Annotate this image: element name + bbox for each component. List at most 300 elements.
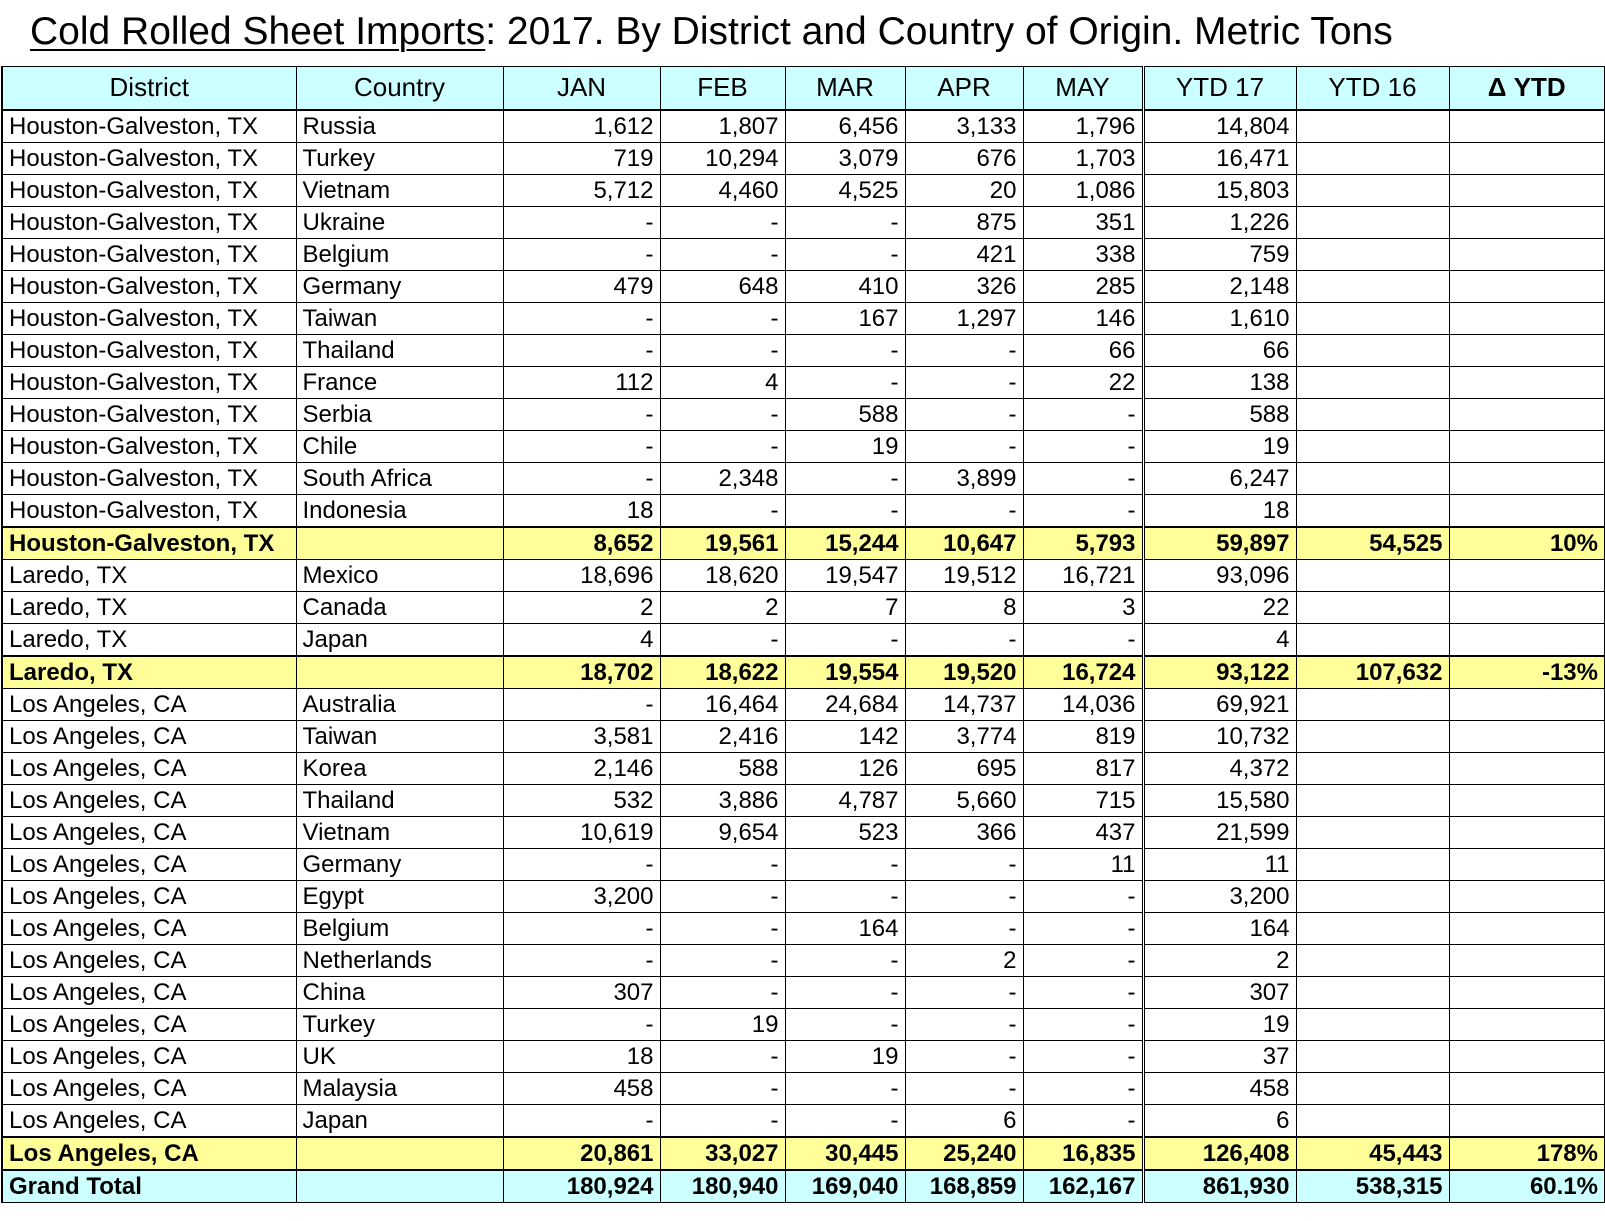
cell-country: Japan [296,1104,503,1137]
cell-apr: - [905,366,1023,398]
cell-may: - [1023,976,1143,1008]
cell-district: Los Angeles, CA [2,1008,296,1040]
cell-feb: 1,807 [660,110,785,143]
cell-mar: - [785,848,905,880]
cell-feb: - [660,912,785,944]
cell-delta-ytd [1449,976,1605,1008]
cell-ytd17: 11 [1143,848,1296,880]
cell-feb: 648 [660,270,785,302]
cell-ytd17: 164 [1143,912,1296,944]
cell-apr: - [905,1072,1023,1104]
cell-feb: - [660,398,785,430]
cell-ytd16 [1296,398,1449,430]
cell-jan: 3,581 [503,720,660,752]
table-row [2,174,1605,206]
cell-may: 14,036 [1023,688,1143,720]
cell-mar: 164 [785,912,905,944]
table-row [2,302,1605,334]
cell-feb: 9,654 [660,816,785,848]
cell-delta-ytd: 10% [1449,527,1605,560]
cell-may: - [1023,880,1143,912]
cell-ytd17: 18 [1143,494,1296,527]
cell-feb: 3,886 [660,784,785,816]
cell-country: China [296,976,503,1008]
cell-jan: - [503,1008,660,1040]
cell-apr: 3,774 [905,720,1023,752]
cell-apr: - [905,880,1023,912]
cell-mar: 30,445 [785,1137,905,1170]
cell-ytd16 [1296,688,1449,720]
cell-feb: 10,294 [660,142,785,174]
page-title [30,6,1393,58]
cell-ytd16 [1296,559,1449,591]
cell-ytd16 [1296,302,1449,334]
cell-ytd16: 107,632 [1296,656,1449,689]
cell-district: Los Angeles, CA [2,816,296,848]
cell-delta-ytd: 60.1% [1449,1170,1605,1203]
cell-district: Los Angeles, CA [2,1072,296,1104]
cell-jan: 180,924 [503,1170,660,1203]
cell-jan: 18,696 [503,559,660,591]
cell-may: 16,724 [1023,656,1143,689]
cell-district: Houston-Galveston, TX [2,334,296,366]
cell-apr: - [905,494,1023,527]
cell-ytd16: 538,315 [1296,1170,1449,1203]
cell-mar: 24,684 [785,688,905,720]
cell-apr: - [905,976,1023,1008]
cell-jan: - [503,912,660,944]
cell-feb: 16,464 [660,688,785,720]
cell-ytd17: 15,803 [1143,174,1296,206]
cell-ytd16 [1296,1072,1449,1104]
cell-feb: - [660,1072,785,1104]
cell-delta-ytd [1449,784,1605,816]
cell-delta-ytd [1449,334,1605,366]
cell-feb: 18,620 [660,559,785,591]
cell-jan: 1,612 [503,110,660,143]
cell-feb: - [660,334,785,366]
cell-feb: - [660,944,785,976]
cell-mar: 142 [785,720,905,752]
cell-may: 351 [1023,206,1143,238]
cell-district: Houston-Galveston, TX [2,110,296,143]
cell-jan: 8,652 [503,527,660,560]
cell-district: Laredo, TX [2,623,296,656]
cell-district: Houston-Galveston, TX [2,270,296,302]
cell-feb: 33,027 [660,1137,785,1170]
cell-delta-ytd: -13% [1449,656,1605,689]
table-row [2,334,1605,366]
cell-ytd17: 759 [1143,238,1296,270]
cell-may: 285 [1023,270,1143,302]
cell-country: Taiwan [296,302,503,334]
cell-may: - [1023,462,1143,494]
cell-may: - [1023,1104,1143,1137]
subtotal-row [2,656,1605,689]
cell-feb: - [660,302,785,334]
cell-jan: 10,619 [503,816,660,848]
col-header-delta-ytd: Δ YTD [1449,67,1605,110]
table-row [2,688,1605,720]
cell-district: Houston-Galveston, TX [2,174,296,206]
cell-apr: 875 [905,206,1023,238]
cell-district: Laredo, TX [2,656,296,689]
cell-mar: - [785,462,905,494]
cell-may: 817 [1023,752,1143,784]
cell-may: - [1023,494,1143,527]
subtotal-row [2,1137,1605,1170]
cell-country: Belgium [296,238,503,270]
cell-apr: - [905,912,1023,944]
col-header-ytd16: YTD 16 [1296,67,1449,110]
cell-mar: 4,525 [785,174,905,206]
cell-ytd17: 93,096 [1143,559,1296,591]
cell-ytd17: 861,930 [1143,1170,1296,1203]
cell-may: 715 [1023,784,1143,816]
table-row [2,142,1605,174]
cell-district: Los Angeles, CA [2,784,296,816]
cell-district: Houston-Galveston, TX [2,430,296,462]
cell-delta-ytd [1449,752,1605,784]
cell-jan: - [503,430,660,462]
cell-apr: 2 [905,944,1023,976]
cell-may: 22 [1023,366,1143,398]
cell-apr: 3,899 [905,462,1023,494]
cell-mar: 15,244 [785,527,905,560]
cell-country: Malaysia [296,1072,503,1104]
cell-jan: - [503,238,660,270]
cell-ytd16 [1296,752,1449,784]
cell-jan: - [503,848,660,880]
cell-may: - [1023,944,1143,976]
cell-ytd16 [1296,238,1449,270]
cell-delta-ytd [1449,462,1605,494]
cell-feb: - [660,206,785,238]
cell-ytd16 [1296,334,1449,366]
cell-ytd16 [1296,944,1449,976]
cell-feb: 4 [660,366,785,398]
cell-ytd16 [1296,142,1449,174]
cell-district: Houston-Galveston, TX [2,238,296,270]
cell-may: 16,835 [1023,1137,1143,1170]
cell-district: Los Angeles, CA [2,944,296,976]
cell-country: Indonesia [296,494,503,527]
cell-ytd17: 307 [1143,976,1296,1008]
cell-ytd17: 588 [1143,398,1296,430]
cell-ytd17: 2 [1143,944,1296,976]
cell-mar: - [785,238,905,270]
cell-may: - [1023,912,1143,944]
cell-delta-ytd [1449,688,1605,720]
cell-delta-ytd [1449,302,1605,334]
cell-country: France [296,366,503,398]
cell-mar: 126 [785,752,905,784]
cell-delta-ytd [1449,559,1605,591]
cell-may: 1,703 [1023,142,1143,174]
cell-country [296,656,503,689]
cell-jan: 4 [503,623,660,656]
cell-apr: 14,737 [905,688,1023,720]
cell-mar: 19 [785,1040,905,1072]
cell-district: Los Angeles, CA [2,688,296,720]
cell-feb: 18,622 [660,656,785,689]
cell-jan: 3,200 [503,880,660,912]
cell-jan: - [503,398,660,430]
cell-may: 1,086 [1023,174,1143,206]
cell-delta-ytd [1449,816,1605,848]
cell-feb: - [660,494,785,527]
cell-country: Thailand [296,784,503,816]
table-row [2,848,1605,880]
cell-delta-ytd [1449,912,1605,944]
cell-district: Houston-Galveston, TX [2,302,296,334]
cell-ytd17: 69,921 [1143,688,1296,720]
cell-ytd17: 93,122 [1143,656,1296,689]
cell-apr: 8 [905,591,1023,623]
cell-apr: - [905,398,1023,430]
table-row [2,623,1605,656]
cell-ytd16 [1296,848,1449,880]
cell-mar: - [785,206,905,238]
cell-may: - [1023,1008,1143,1040]
cell-district: Houston-Galveston, TX [2,494,296,527]
cell-may: 11 [1023,848,1143,880]
cell-country: Germany [296,848,503,880]
cell-apr: 5,660 [905,784,1023,816]
cell-ytd16 [1296,720,1449,752]
cell-jan: - [503,462,660,494]
cell-may: 146 [1023,302,1143,334]
cell-ytd16 [1296,110,1449,143]
cell-district: Los Angeles, CA [2,848,296,880]
table-body [2,110,1605,1203]
cell-feb: 180,940 [660,1170,785,1203]
cell-ytd17: 10,732 [1143,720,1296,752]
grand-total-row [2,1170,1605,1203]
cell-country: Taiwan [296,720,503,752]
table-row [2,1104,1605,1137]
cell-delta-ytd [1449,944,1605,976]
cell-country: Vietnam [296,816,503,848]
cell-jan: 2,146 [503,752,660,784]
cell-may: - [1023,623,1143,656]
table-row [2,720,1605,752]
cell-jan: - [503,206,660,238]
cell-apr: - [905,430,1023,462]
cell-country: Korea [296,752,503,784]
cell-mar: 588 [785,398,905,430]
cell-country: Vietnam [296,174,503,206]
col-header-jan: JAN [503,67,660,110]
cell-ytd17: 19 [1143,430,1296,462]
cell-apr: 20 [905,174,1023,206]
cell-ytd17: 6 [1143,1104,1296,1137]
cell-delta-ytd [1449,238,1605,270]
cell-jan: 479 [503,270,660,302]
cell-country: Germany [296,270,503,302]
cell-country [296,527,503,560]
cell-may: 1,796 [1023,110,1143,143]
col-header-country: Country [296,67,503,110]
cell-ytd17: 4,372 [1143,752,1296,784]
cell-district: Laredo, TX [2,591,296,623]
cell-district: Houston-Galveston, TX [2,398,296,430]
cell-apr: 366 [905,816,1023,848]
cell-delta-ytd [1449,430,1605,462]
cell-jan: 2 [503,591,660,623]
cell-jan: 532 [503,784,660,816]
col-header-feb: FEB [660,67,785,110]
cell-delta-ytd [1449,591,1605,623]
cell-apr: 6 [905,1104,1023,1137]
cell-delta-ytd [1449,142,1605,174]
cell-ytd16 [1296,1008,1449,1040]
cell-apr: 19,512 [905,559,1023,591]
title-underlined: Cold Rolled Sheet Imports [30,10,486,53]
cell-may: 66 [1023,334,1143,366]
cell-country: Canada [296,591,503,623]
cell-delta-ytd [1449,1104,1605,1137]
col-header-apr: APR [905,67,1023,110]
cell-district: Houston-Galveston, TX [2,206,296,238]
cell-ytd17: 2,148 [1143,270,1296,302]
cell-apr: - [905,1008,1023,1040]
cell-apr: 421 [905,238,1023,270]
cell-district: Houston-Galveston, TX [2,527,296,560]
cell-delta-ytd [1449,206,1605,238]
cell-delta-ytd [1449,110,1605,143]
cell-apr: 326 [905,270,1023,302]
table-row [2,206,1605,238]
table-row [2,398,1605,430]
table-row [2,880,1605,912]
cell-may: - [1023,430,1143,462]
table-row [2,110,1605,143]
cell-feb: - [660,848,785,880]
cell-feb: 4,460 [660,174,785,206]
cell-district: Los Angeles, CA [2,912,296,944]
cell-apr: - [905,848,1023,880]
table-row [2,559,1605,591]
cell-district: Los Angeles, CA [2,720,296,752]
cell-apr: - [905,623,1023,656]
cell-feb: 19 [660,1008,785,1040]
cell-feb: 19,561 [660,527,785,560]
cell-may: 338 [1023,238,1143,270]
cell-country: Serbia [296,398,503,430]
cell-country: Belgium [296,912,503,944]
cell-ytd16 [1296,174,1449,206]
cell-mar: - [785,623,905,656]
cell-district: Houston-Galveston, TX [2,142,296,174]
cell-ytd16 [1296,976,1449,1008]
cell-delta-ytd: 178% [1449,1137,1605,1170]
cell-jan: - [503,334,660,366]
cell-mar: - [785,334,905,366]
cell-delta-ytd [1449,720,1605,752]
col-header-mar: MAR [785,67,905,110]
cell-ytd16 [1296,270,1449,302]
cell-feb: - [660,1040,785,1072]
cell-feb: - [660,623,785,656]
cell-may: 819 [1023,720,1143,752]
col-header-ytd17: YTD 17 [1143,67,1296,110]
cell-jan: 719 [503,142,660,174]
cell-jan: - [503,944,660,976]
cell-ytd16 [1296,880,1449,912]
cell-district: Los Angeles, CA [2,976,296,1008]
cell-district: Grand Total [2,1170,296,1203]
cell-ytd17: 138 [1143,366,1296,398]
cell-ytd17: 37 [1143,1040,1296,1072]
cell-mar: - [785,1072,905,1104]
cell-ytd17: 1,610 [1143,302,1296,334]
cell-ytd16 [1296,816,1449,848]
cell-country: Russia [296,110,503,143]
cell-feb: 2,416 [660,720,785,752]
cell-apr: 695 [905,752,1023,784]
imports-table [1,66,1605,1203]
cell-may: 3 [1023,591,1143,623]
cell-ytd16 [1296,494,1449,527]
table-row [2,270,1605,302]
cell-delta-ytd [1449,398,1605,430]
cell-delta-ytd [1449,1040,1605,1072]
cell-mar: - [785,880,905,912]
cell-jan: - [503,1104,660,1137]
cell-ytd17: 458 [1143,1072,1296,1104]
cell-delta-ytd [1449,174,1605,206]
cell-feb: - [660,880,785,912]
cell-district: Los Angeles, CA [2,1104,296,1137]
cell-may: - [1023,1040,1143,1072]
cell-apr: 19,520 [905,656,1023,689]
table-row [2,976,1605,1008]
cell-ytd17: 22 [1143,591,1296,623]
cell-feb: 588 [660,752,785,784]
cell-apr: 676 [905,142,1023,174]
cell-delta-ytd [1449,494,1605,527]
table-row [2,944,1605,976]
table-row [2,462,1605,494]
table-row [2,1040,1605,1072]
cell-jan: 18,702 [503,656,660,689]
cell-may: 162,167 [1023,1170,1143,1203]
cell-delta-ytd [1449,366,1605,398]
cell-delta-ytd [1449,270,1605,302]
cell-delta-ytd [1449,848,1605,880]
cell-jan: - [503,302,660,334]
cell-mar: 410 [785,270,905,302]
cell-ytd17: 4 [1143,623,1296,656]
cell-country: Chile [296,430,503,462]
cell-country: Egypt [296,880,503,912]
cell-ytd16 [1296,784,1449,816]
cell-district: Laredo, TX [2,559,296,591]
subtotal-row [2,527,1605,560]
cell-district: Los Angeles, CA [2,1137,296,1170]
cell-ytd17: 1,226 [1143,206,1296,238]
header-row [2,67,1605,110]
cell-district: Houston-Galveston, TX [2,462,296,494]
cell-apr: 3,133 [905,110,1023,143]
title-rest: : 2017. By District and Country of Origin. Metric Tons [485,10,1393,53]
cell-apr: 25,240 [905,1137,1023,1170]
cell-mar: - [785,1104,905,1137]
cell-feb: - [660,238,785,270]
cell-mar: 167 [785,302,905,334]
cell-jan: - [503,688,660,720]
